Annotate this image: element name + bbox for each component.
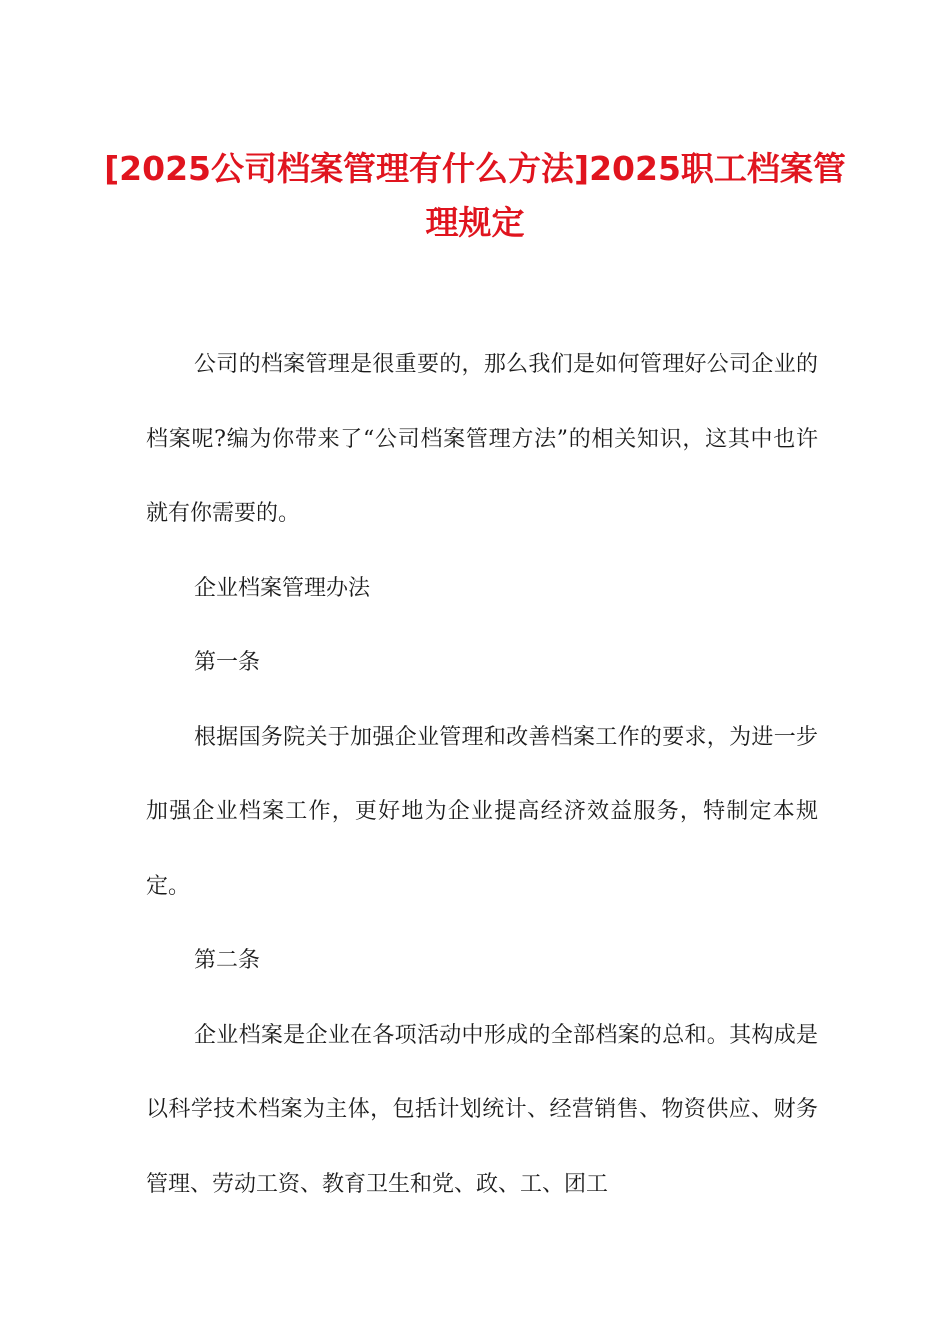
article-heading-2: 第二条 [194,948,261,973]
paragraph-article-1: 根据国务院关于加强企业管理和改善档案工作的要求，为进一步加强企业档案工作，更好地为企业提高经济效益服务，特制定本规定。 [146,724,818,899]
document-body [146,328,818,1222]
article-heading-1: 第一条 [194,650,261,675]
document-title: [2025公司档案管理有什么方法]2025职工档案管理规定 [104,149,846,242]
paragraph-article-2: 企业档案是企业在各项活动中形成的全部档案的总和。其构成是以科学技术档案为主体，包括计划统计、经营销售、物资供应、财务管理、劳动工资、教育卫生和党、政、工、团工 [146,1022,818,1197]
section-heading-measures: 企业档案管理办法 [194,575,371,601]
paragraph-intro: 公司的档案管理是很重要的，那么我们是如何管理好公司企业的档案呢?编为你带来了“公司档案管理方法”的相关知识，这其中也许就有你需要的。 [146,352,818,526]
